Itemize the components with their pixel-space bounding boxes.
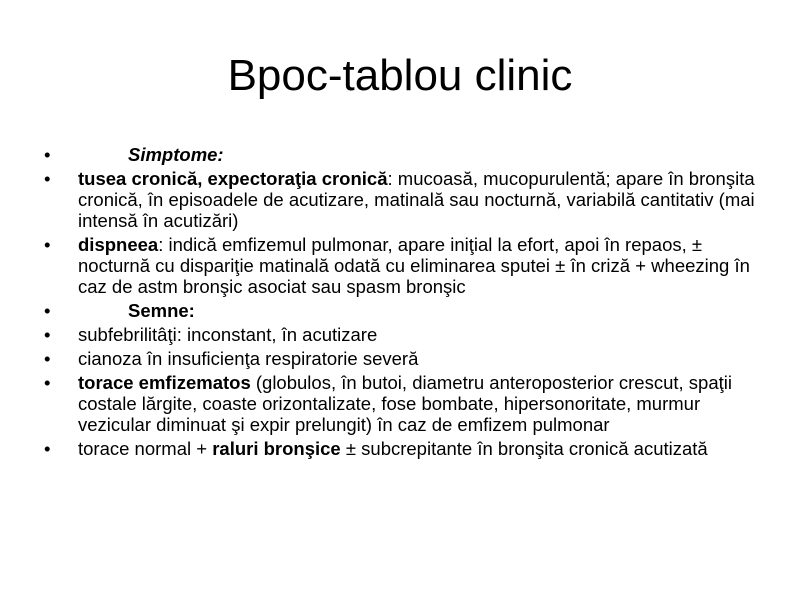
item-text: : indică emfizemul pulmonar, apare iniţial la efort, apoi în repaos, ± nocturnă cu dispariţie matinală odată cu eliminarea sputei ± în criză + wheezing în caz de astm bronşic asociat sau spasm bronşic <box>78 234 750 297</box>
item-text: subfebrilitâţi: inconstant, în acutizare <box>78 324 378 345</box>
item-bold-term: raluri bronşice <box>212 438 341 459</box>
list-item <box>44 234 764 297</box>
list-item <box>44 324 764 345</box>
item-bold-term: dispneea <box>78 234 159 255</box>
slide-title: Bpoc-tablou clinic <box>227 51 573 100</box>
bullet-icon: • <box>44 234 51 255</box>
bullet-icon: • <box>44 324 51 345</box>
item-bold-term: tusea cronică, expectoraţia cronică <box>78 168 388 189</box>
item-text: (globulos, în butoi, diametru anteroposterior crescut, spaţii costale lărgite, coaste orizontalizate, fose bombate, hipersonoritate, murmur vezicular diminuat şi expir prelungit) în caz de emfizem pulmonar <box>78 372 732 435</box>
list-item <box>44 438 764 459</box>
list-item <box>44 348 764 369</box>
bullet-icon: • <box>44 144 51 165</box>
item-text: ± subcrepitante în bronşita cronică acutizată <box>340 438 708 459</box>
section-heading-symptoms: Simptome: <box>128 144 224 165</box>
bullet-icon: • <box>44 438 51 459</box>
list-item-signs-heading <box>44 300 764 321</box>
bullet-icon: • <box>44 300 51 321</box>
list-item <box>44 168 764 231</box>
item-text: : mucoasă, mucopurulentă; apare în bronşita cronică, în episoadele de acutizare, matinală sau nocturnă, variabilă cantitativ (mai intensă în acutizări) <box>78 168 755 231</box>
item-text-prefix: torace normal + <box>78 438 213 459</box>
bullet-list <box>44 144 764 462</box>
bullet-icon: • <box>44 348 51 369</box>
list-item <box>44 372 764 435</box>
item-text: cianoza în insuficienţa respiratorie severă <box>78 348 419 369</box>
list-item-symptoms-heading <box>44 144 764 165</box>
bullet-icon: • <box>44 372 51 393</box>
bullet-icon: • <box>44 168 51 189</box>
section-heading-signs: Semne: <box>128 300 195 321</box>
item-bold-term: torace emfizematos <box>78 372 251 393</box>
